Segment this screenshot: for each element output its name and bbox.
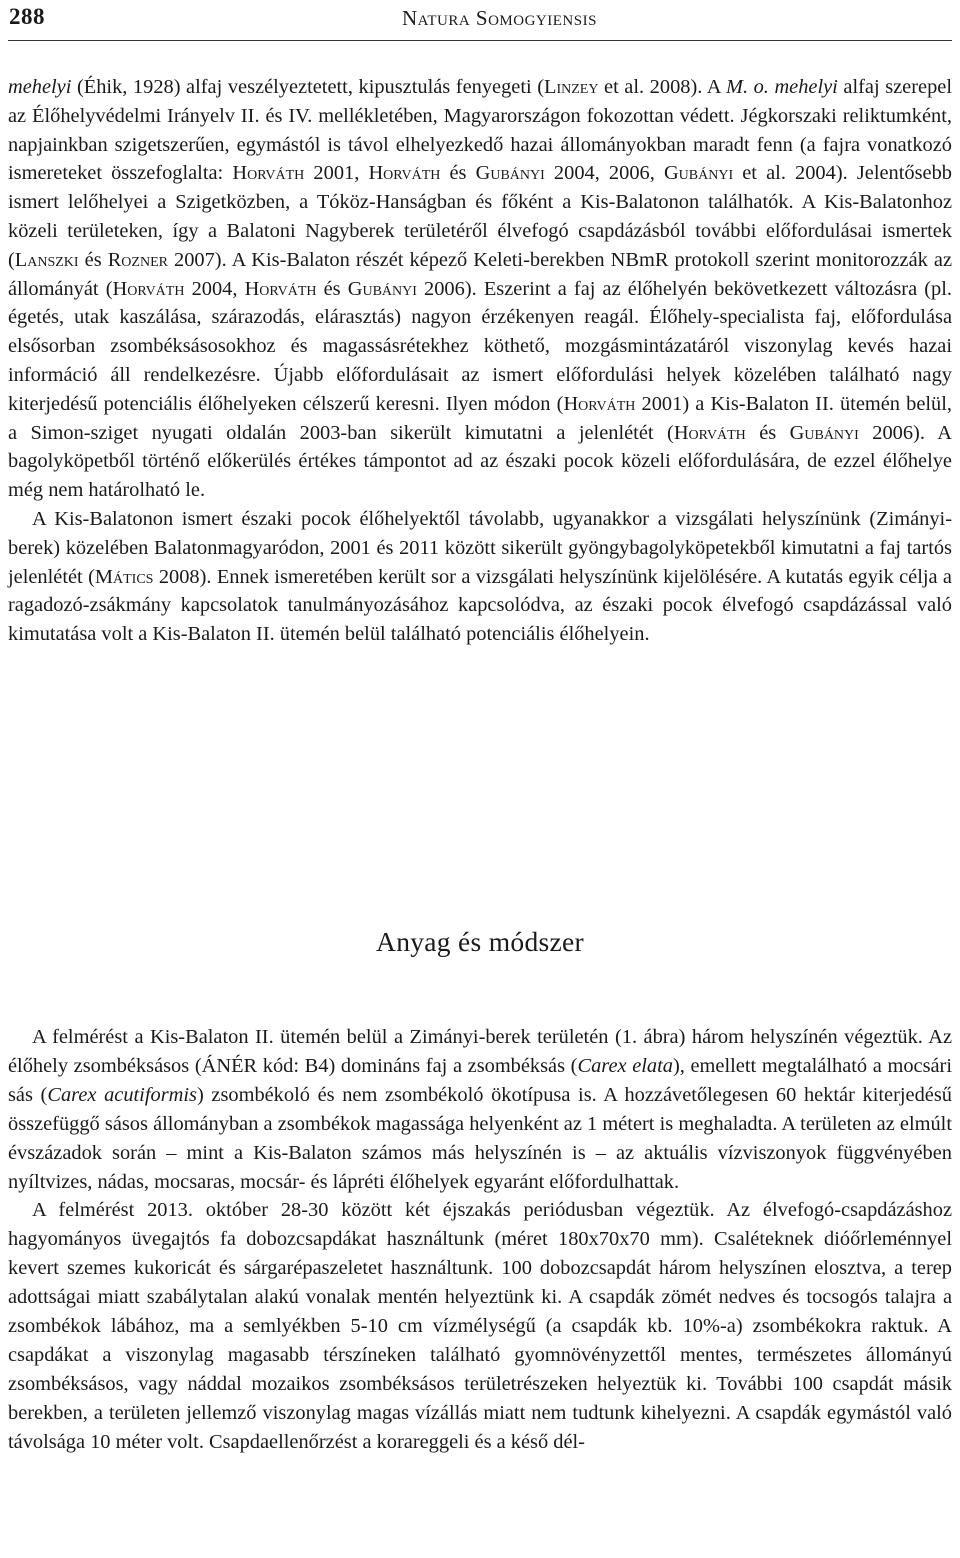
intro-paragraph-1: mehelyi (Éhik, 1928) alfaj veszélyeztetett, kipusztulás fenyegeti (Linzey et al. 2008). A M. o. mehelyi alfaj szerepel az Élőhelyvédelmi Irányelv II. és IV. mellékletében, Magyarországon fokozottan védett. Jégkorszaki reliktumként, napjainkban szigetszerűen, egymástól is távol elhelyezkedő hazai állományokban maradt fenn (a fajra vonatkozó ismereteket összefoglalta: Horváth 2001, Horváth és Gubányi 2004, 2006, Gubányi et al. 2004). Jelentősebb ismert lelőhelyei a Szigetközben, a Tóköz-Hanságban és főként a Kis-Balatonon találhatók. A Kis-Balatonhoz közeli területeken, így a Balatoni Nagyberek területéről élvefogó csapdázásból további előfordulásai ismertek (Lanszki és Rozner 2007). A Kis-Balaton részét képező Keleti-berekben NBmR protokoll szerint monitorozzák az állományát (Horváth 2004, Horváth és Gubányi 2006). Eszerint a faj az élőhelyén bekövetkezett változásra (pl. égetés, utak kaszálása, szárazodás, elárasztás) nagyon érzékenyen reagál. Élőhely-specialista faj, előfordulása elsősorban zsombéksásosokhoz és magassásrétekhez köthető, mozgásmintázatáról viszonylag kevés hazai információ áll rendelkezésre. Újabb előfordulásait az ismert előfordulási helyek közelében található nagy kiterjedésű potenciális élőhelyeken célszerű keresni. Ilyen módon (Horváth 2001) a Kis-Balaton II. ütemén belül, a Simon-sziget nyugati oldalán 2003-ban sikerült kimutatni a jelenlétét (Horváth és Gubányi 2006). A bagolyköpetből történő előkerülés értékes támpontot ad az északi pocok közeli előfordulására, de ezzel élőhelye még nem határolható le. bbox=[8, 76, 953, 502]
methods-text bbox=[8, 1023, 952, 1457]
intro-paragraph-2: A Kis-Balatonon ismert északi pocok élőhelyektől távolabb, ugyanakkor a vizsgálati helyszínünk (Zimányi-berek) közelében Balatonmagyaródon, 2001 és 2011 között sikerült gyöngybagolyköpetekből kimutatni a faj tartós jelenlétét (Mátics 2008). Ennek ismeretében került sor a vizsgálati helyszínünk kijelölésére. A kutatás egyik célja a ragadozó-zsákmány kapcsolatok tanulmányozásához kapcsolódva, az északi pocok élvefogó csapdázással való kimutatása volt a Kis-Balaton II. ütemén belül található potenciális élőhelyein. bbox=[8, 507, 952, 646]
methods-paragraph-1: A felmérést a Kis-Balaton II. ütemén belül a Zimányi-berek területén (1. ábra) három helyszínén végeztük. Az élőhely zsombéksásos (ÁNÉR kód: B4) domináns faj a zsombéksás (Carex elata), emellett megtalálható a mocsári sás (Carex acutiformis) zsombékoló és nem zsombékoló ökotípusa is. A hozzávetőlegesen 60 hektár kiterjedésű összefüggő sásos állományban a zsombékok magassága helyenként az 1 métert is meghaladta. A területen az elmúlt évszázadok során – mint a Kis-Balaton számos más helyszínén is – az aktuális vízviszonyok függvényében nyíltvizes, nádas, mocsaras, mocsár- és lápréti élőhelyek egyaránt előfordulhattak. bbox=[8, 1026, 953, 1193]
page-number: 288 bbox=[9, 4, 45, 29]
intro-text bbox=[8, 73, 952, 649]
section-heading: Anyag és módszer bbox=[376, 926, 584, 957]
methods-paragraph-2: A felmérést 2013. október 28-30 között két éjszakás periódusban végeztük. Az élvefogó-csapdázáshoz hagyományos üvegajtós fa dobozcsapdákat használtunk (méret 180x70x70 mm). Csaléteknek dióőrleménnyel kevert szemes kukoricát és sárgarépaszeletet használtunk. 100 dobozcsapdát három helyszínen elosztva, a terep adottságai miatt szabálytalan alakú vonalak mentén helyeztünk ki. A csapdák zömét nedves és tocsogós talajra a zsombékok lábához, ma a semlyékben 5-10 cm vízmélységű (a csapdák kb. 10%-a) zsombékokra raktuk. A csapdákat a viszonylag magasabb térszíneken található gyomnövényzettől mentes, természetes állományú zsombéksásos, vagy náddal mozaikos zsombéksásos területrészeken helyeztük ki. További 100 csapdát másik berekben, a területen jellemző viszonylag magas vízállás miatt nem tudtunk kihelyezni. A csapdák egymástól való távolsága 10 méter volt. Csapdaellenőrzést a korareggeli és a késő dél- bbox=[8, 1199, 952, 1453]
page-header bbox=[8, 0, 952, 41]
journal-title: Natura Somogyiensis bbox=[402, 6, 597, 30]
